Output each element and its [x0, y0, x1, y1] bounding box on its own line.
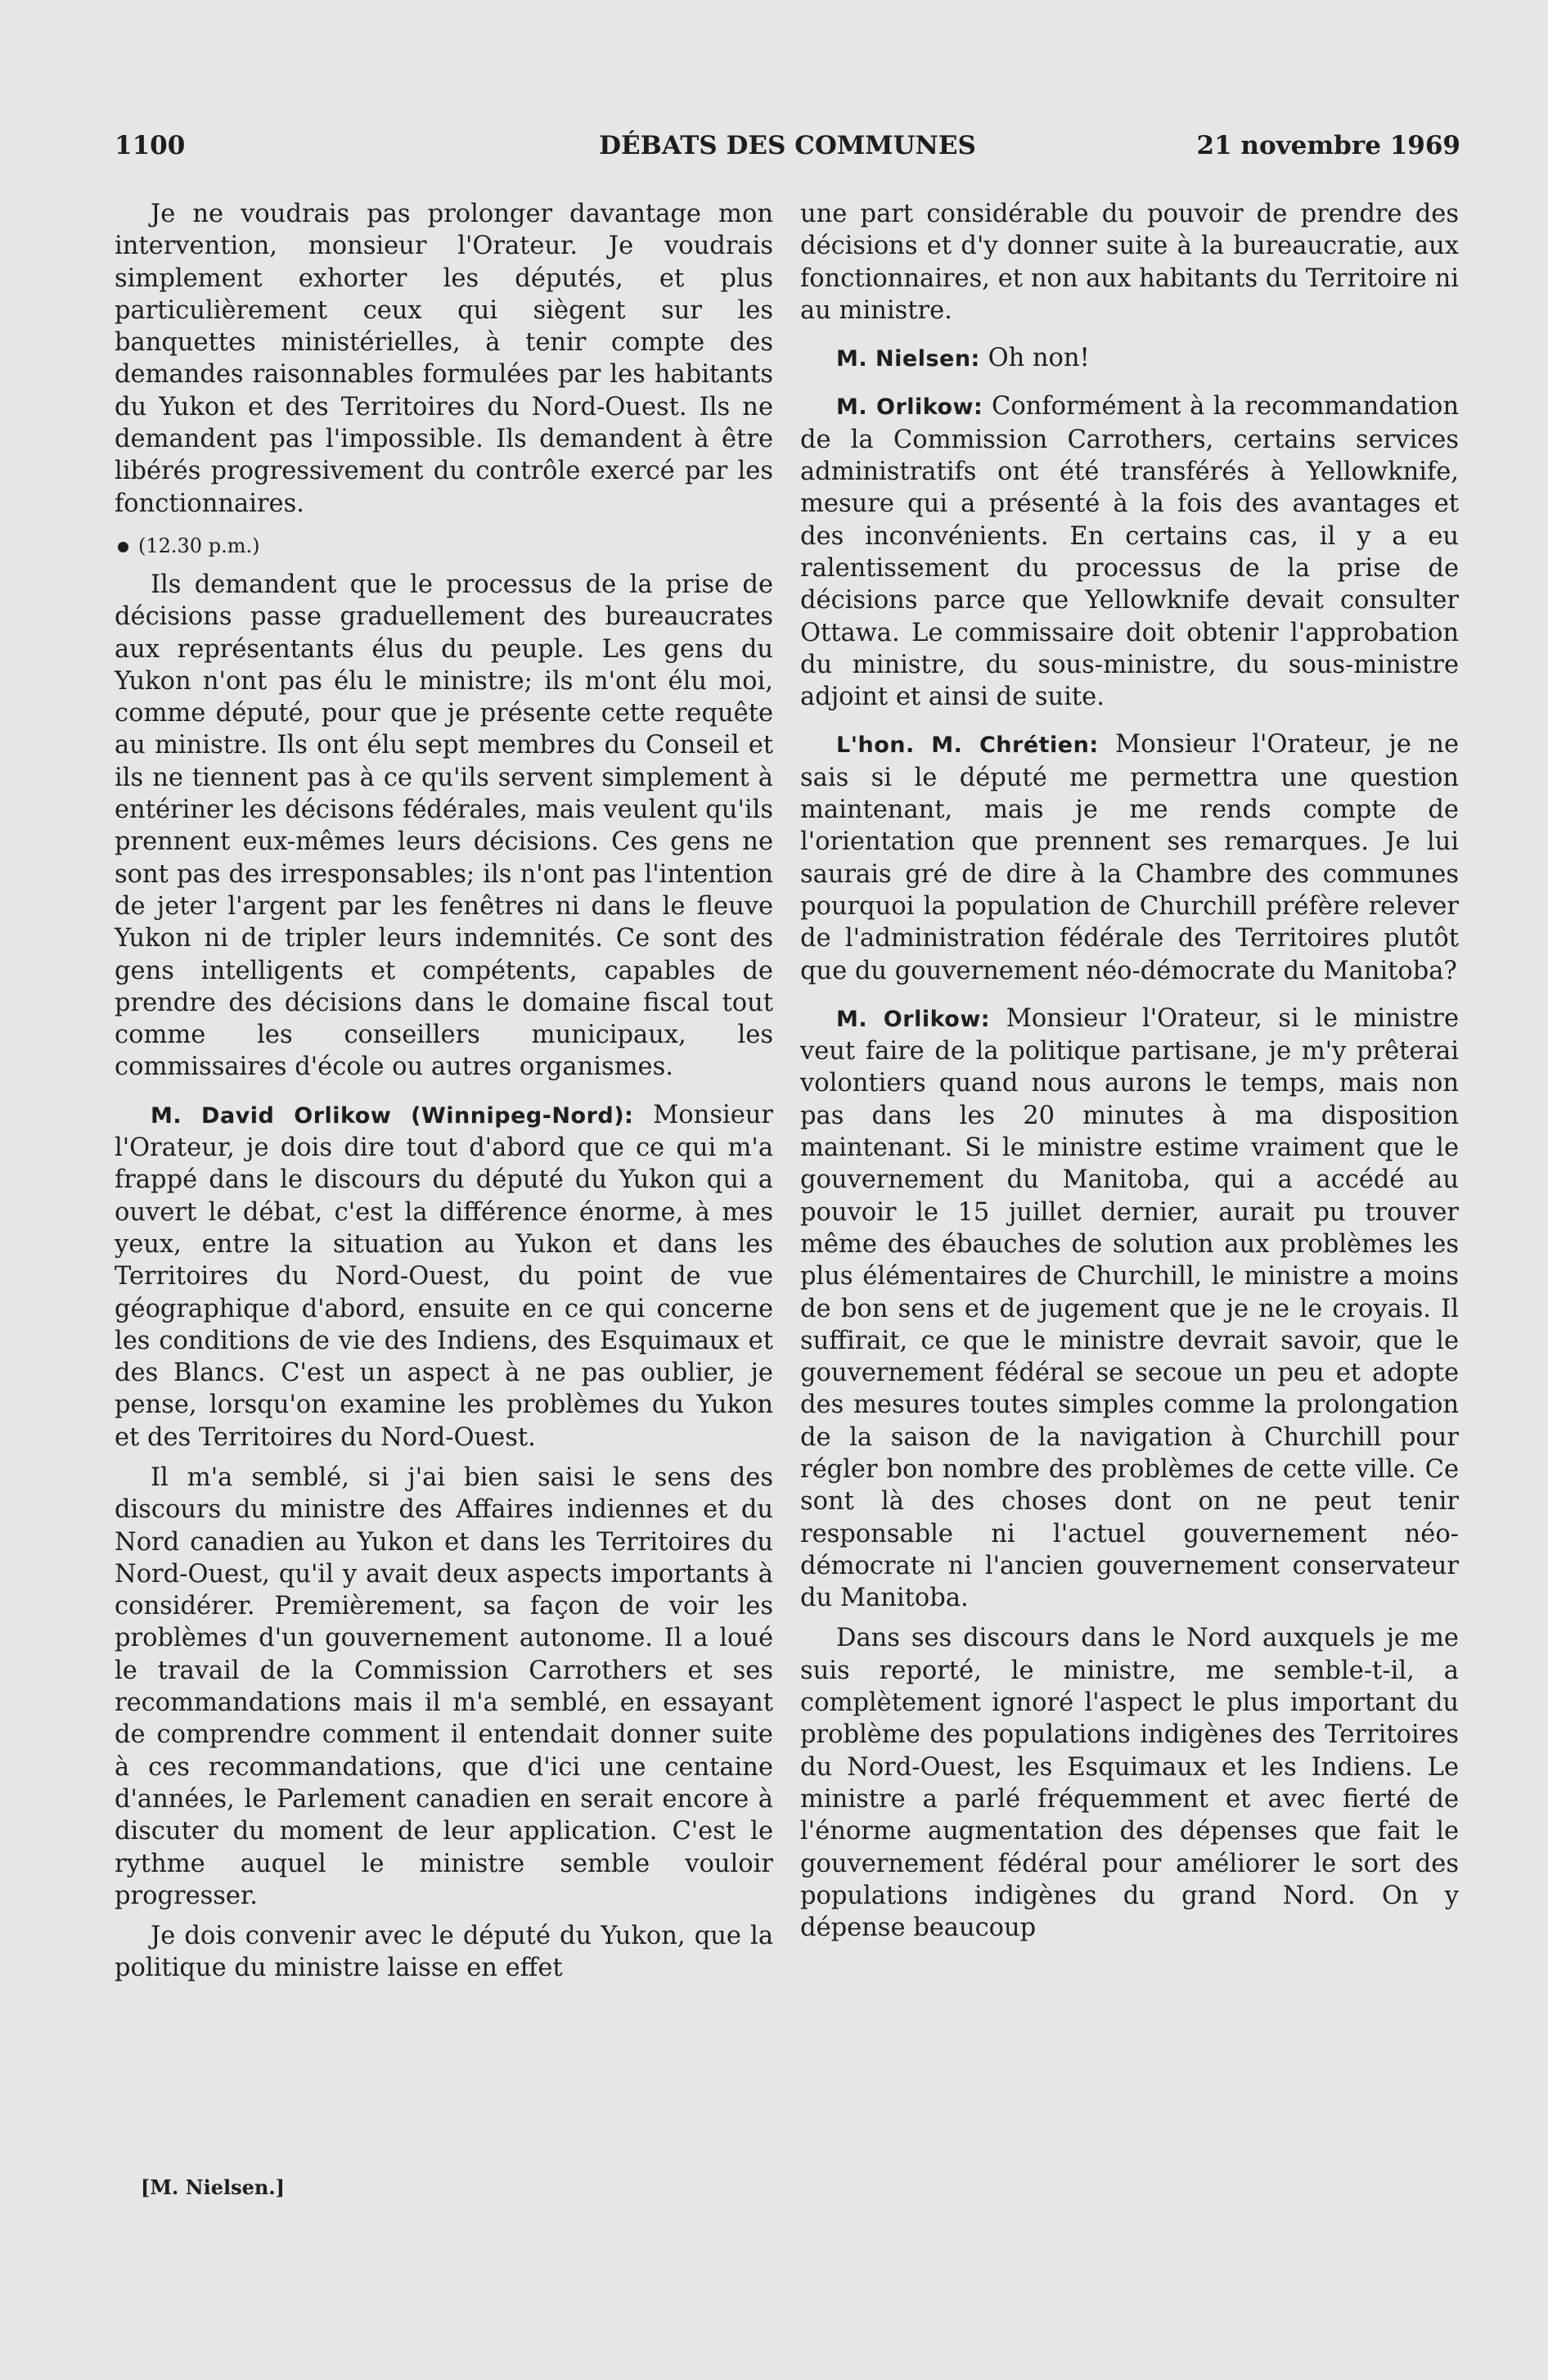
timestamp-text: (12.30 p.m.): [138, 534, 260, 557]
paragraph: une part considérable du pouvoir de prendre des décisions et d'y donner suite à la bureaucratie, aux fonctionnaires, et non aux habitants du Territoire ni au ministre.: [800, 200, 1459, 325]
paragraph: Je ne voudrais pas prolonger davantage mon intervention, monsieur l'Orateur. Je voudrais simplement exhorter les députés, et plus particulièrement ceux qui siègent sur les banquettes ministérielles, à tenir compte des demandes raisonnables formulées par les habitants du Yukon et des Territoires du Nord-Ouest. Ils ne demandent pas l'impossible. Ils demandent à être libérés progressivement du contrôle exercé par les fonctionnaires.: [115, 200, 773, 518]
paragraph: Dans ses discours dans le Nord auxquels je me suis reporté, le ministre, me semble-t-il, a complètement ignoré l'aspect le plus important du problème des populations indigènes des Territoires du Nord-Ouest, les Esquimaux et les Indiens. Le ministre a parlé fréquemment et avec fierté de l'énorme augmentation des dépenses que fait le gouvernement fédéral pour améliorer le sort des populations indigènes du grand Nord. On y dépense beaucoup: [800, 1624, 1459, 1943]
left-column: [115, 198, 773, 1985]
speaker-name: M. David Orlikow (Winnipeg-Nord):: [151, 1102, 634, 1129]
speaker-name: M. Orlikow:: [836, 1006, 991, 1032]
page-header: [115, 131, 1460, 172]
speech-paragraph: [800, 390, 1459, 713]
speech-text: Monsieur l'Orateur, si le ministre veut faire de la politique partisane, je m'y prêterai volontiers quand nous aurons le temps, mais non pas dans les 20 minutes à ma disposition maintenant. Si le ministre estime vraiment que le gouvernement du Manitoba, qui a accédé au pouvoir le 15 juillet dernier, aurait pu trouver même des ébauches de solution aux problèmes les plus élémentaires de Churchill, le ministre a moins de bon sens et de jugement que je ne le croyais. Il suffirait, ce que le ministre devrait savoir, que le gouvernement fédéral se secoue un peu et adopte des mesures toutes simples comme la prolongation de la saison de la navigation à Churchill pour régler bon nombre des problèmes de cette ville. Ce sont là des choses dont on ne peut tenir responsable ni l'actuel gouvernement néo-démocrate ni l'ancien gouvernement conservateur du Manitoba.: [800, 1003, 1459, 1613]
page-number: 1100: [115, 131, 186, 160]
speech-paragraph: [800, 1003, 1459, 1615]
bullet-dot-icon: [118, 542, 128, 552]
paragraph: Ils demandent que le processus de la prise de décisions passe graduellement des bureaucrates aux représentants élus du peuple. Les gens du Yukon n'ont pas élu le ministre; ils m'ont élu moi, comme député, pour que je présente cette requête au ministre. Ils ont élu sept membres du Conseil et ils ne tiennent pas à ce qu'ils servent simplement à entériner les décisons fédérales, mais veulent qu'ils prennent eux-mêmes leurs décisions. Ces gens ne sont pas des irresponsables; ils n'ont pas l'intention de jeter l'argent par les fenêtres ni dans le fleuve Yukon ni de tripler leurs indemnités. Ce sont des gens intelligents et compétents, capables de prendre des décisions dans le domaine fiscal tout comme les conseillers municipaux, les commissaires d'école ou autres organismes.: [115, 570, 773, 1082]
paragraph: Je dois convenir avec le député du Yukon, que la politique du ministre laisse en effet: [115, 1922, 773, 1983]
speaker-name: M. Orlikow:: [836, 394, 983, 421]
speaker-name: L'hon. M. Chrétien:: [836, 732, 1099, 759]
speech-paragraph: [115, 1099, 773, 1454]
speech-text: Conformément à la recommandation de la Commission Carrothers, certains services administratifs ont été transférés à Yellowknife, mesure qui a présenté à la fois des avantages et des inconvénients. En certains cas, il y a eu ralentissement du processus de la prise de décisions parce que Yellowknife devait consulter Ottawa. Le commissaire doit obtenir l'approbation du ministre, du sous-ministre, du sous-ministre adjoint et ainsi de suite.: [800, 392, 1460, 712]
paragraph: Il m'a semblé, si j'ai bien saisi le sens des discours du ministre des Affaires indiennes et du Nord canadien au Yukon et dans les Territoires du Nord-Ouest, qu'il y avait deux aspects importants à considérer. Premièrement, sa façon de voir les problèmes d'un gouvernement autonome. Il a loué le travail de la Commission Carrothers et ses recommandations mais il m'a semblé, en essayant de comprendre comment il entendait donner suite à ces recommandations, que d'ici une centaine d'années, le Parlement canadien en serait encore à discuter du moment de leur application. C'est le rythme auquel le ministre semble vouloir progresser.: [115, 1463, 773, 1910]
page-title: DÉBATS DES COMMUNES: [599, 131, 976, 160]
speech-paragraph: [800, 342, 1459, 375]
page-date: 21 novembre 1969: [1196, 131, 1460, 160]
speaker-name: M. Nielsen:: [836, 346, 980, 372]
timestamp: [115, 534, 773, 558]
speech-text: Oh non!: [988, 344, 1090, 373]
speech-text: Monsieur l'Orateur, je dois dire tout d'abord que ce qui m'a frappé dans le discours du député du Yukon qui a ouvert le débat, c'est la différence énorme, à mes yeux, entre la situation au Yukon et dans les Territoires du Nord-Ouest, du point de vue géographique d'abord, ensuite en ce qui concerne les conditions de vie des Indiens, des Esquimaux et des Blancs. C'est un aspect à ne pas oublier, je pense, lorsqu'on examine les problèmes du Yukon et des Territoires du Nord-Ouest.: [115, 1100, 773, 1452]
right-column: [800, 198, 1459, 1944]
speech-paragraph: [800, 728, 1459, 986]
page-footer-note: [M. Nielsen.]: [141, 2175, 286, 2199]
speech-text: Monsieur l'Orateur, je ne sais si le député me permettra une question maintenant, mais je me rends compte de l'orientation que prennent ses remarques. Je lui saurais gré de dire à la Chambre des communes pourquoi la population de Churchill préfère relever de l'administration fédérale des Territoires plutôt que du gouvernement néo-démocrate du Manitoba?: [800, 730, 1459, 985]
